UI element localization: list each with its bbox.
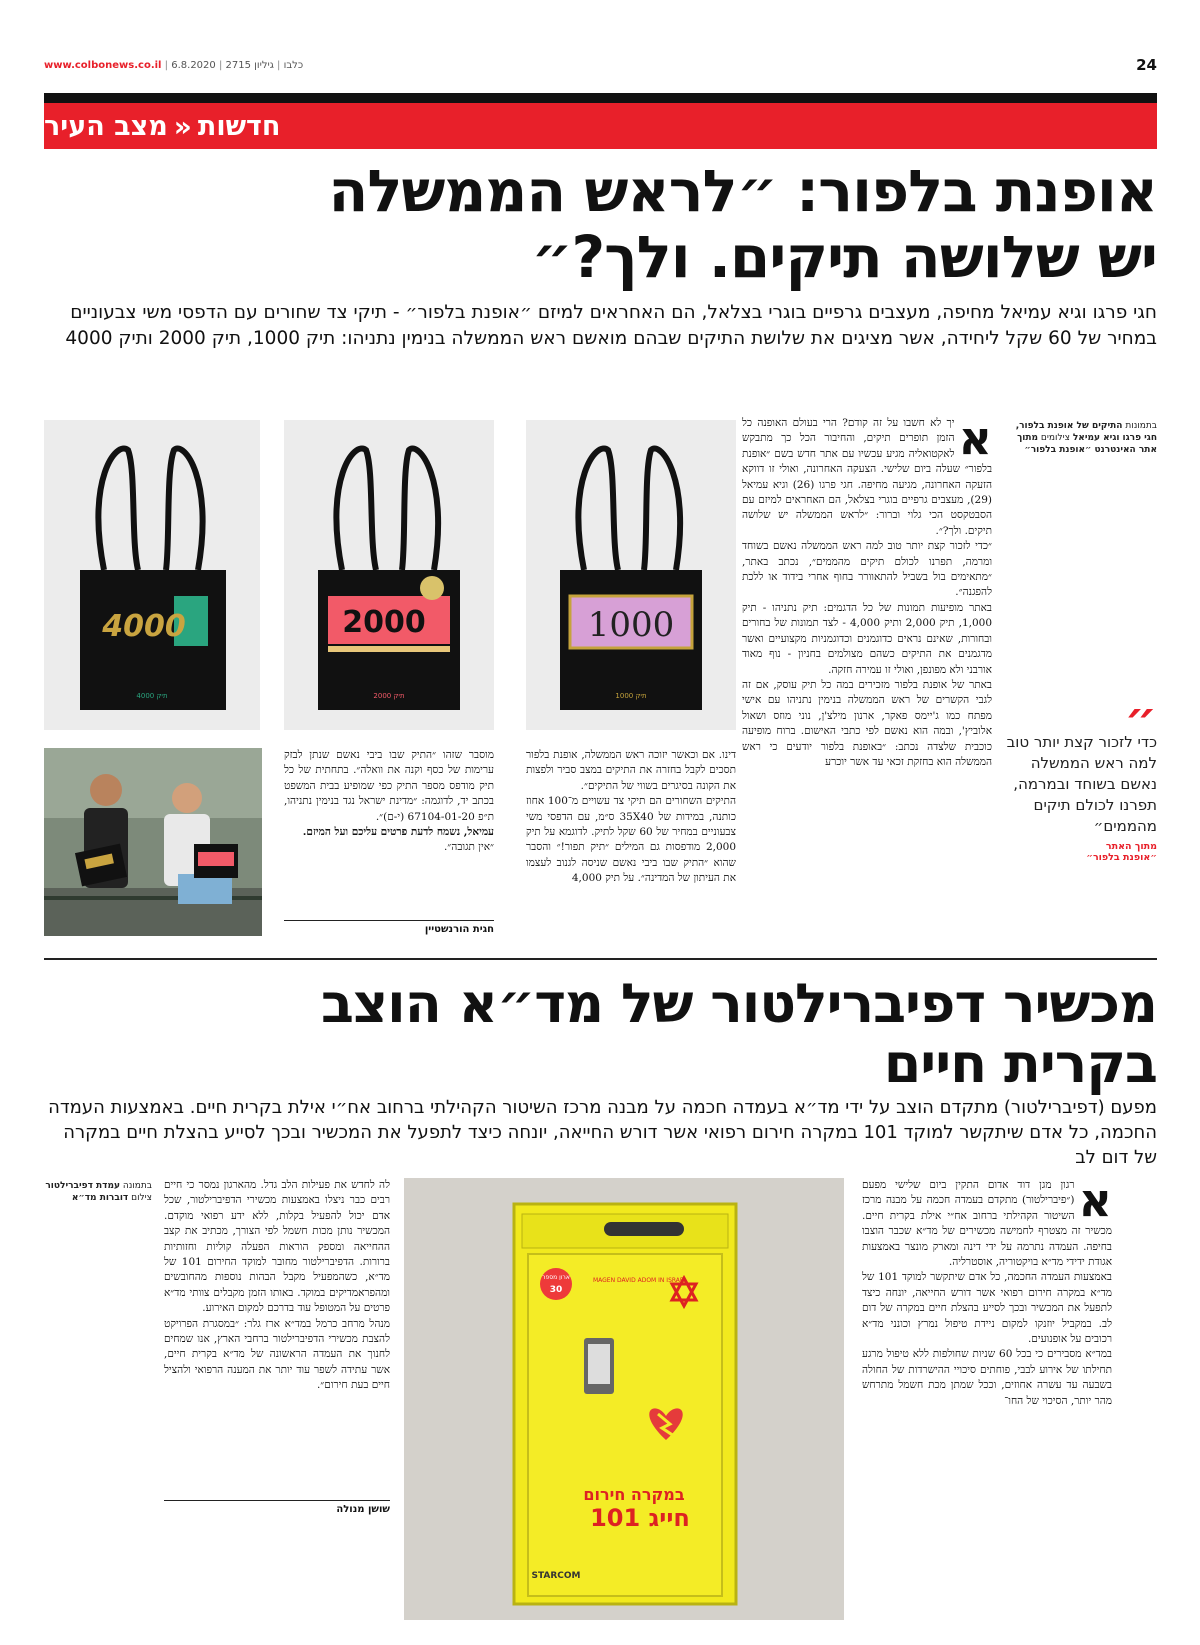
- mda-logo-text: MAGEN DAVID ADOM IN ISRAEL: [592, 1277, 688, 1284]
- article2-col1-para-3: במד״א מסבירים כי בכל 60 שניות שחולפות ללא טיפול מרגע תחילתו של אירוע לבבי, פוחתים סיכויי ההישרדות של החולה בשבעה עד עשרה אחוזים, וככל שמתן מכת חשמל מתרחש מהר יותר, הסיכוי של החו־: [862, 1348, 1112, 1407]
- article2-caption-credit-prefix: צילום: [131, 1193, 152, 1203]
- article1-col1-para-3: באתר מופיעות תמונות של כל הדגמים: תיק נתניהו - תיק 1,000, תיק 2,000 ותיק 4,000 - לצד תמונות של בחורים ובחורות, שאינם נראים כדוגמנים וכדוגמניות מקצועיים ואשר מדגמנים את התיקים כשהם מצולמים בחניון - נוף מאוד אורבני ולא מפונפן, ואולי זו עמירה חזקה.: [742, 601, 992, 676]
- bag-2000-icon: [284, 420, 494, 730]
- article1-headline-line2: יש שלושה תיקים. ולך?״: [531, 223, 1157, 291]
- section-bar-black: [44, 93, 1157, 103]
- caption-prefix: בתמונות: [1125, 421, 1157, 431]
- article2-byline: שושן מנולה: [164, 1500, 390, 1515]
- sign-title: במקרה חירום: [583, 1485, 685, 1504]
- paper-name: כלבו: [283, 60, 304, 71]
- article1-headline-line1: אופנת בלפור: ״לראש הממשלה: [328, 157, 1157, 225]
- article1-byline: חגית הורנשטיין: [284, 920, 494, 935]
- quote-source-line2: ״אופנת בלפור״: [1086, 852, 1157, 863]
- article1-col1-para-4: באתר של אופנת בלפור מזכירים במה כל תיק עוסק, אם זה לגבי הקשרים של ראש הממשלה בנימין נתניהו עם אישי מפתח כמו ג'יימס פאקר, ארנון מילצ'ן, נוני מוזס ושאול אלוביץ', ובמה הוא נאשם לפי כתבי האישום. ברוח מופיעה כוכבית שלצדה נכתב: ״באופנת בלפור יודעים כי ראש הממשלה הוא בחזקת זכאי עד אשר יוכרע: [742, 678, 992, 768]
- article1-drop-cap: א: [958, 416, 992, 465]
- article2-headline: [44, 974, 1157, 1094]
- quote-source-line1: מתוך האתר: [1105, 841, 1157, 852]
- badge-line1: ארון מספר: [542, 1274, 570, 1281]
- article1-col1-para-2: ״כדי לזכור קצת יותר טוב למה ראש הממשלה נאשם בשוחד ומרמה, תפרנו לכולם תיקים מהממים״, נכתב באתר, ״מתאימים בול בשביל להתאוורר בחוף אחרי בידוד או ללכת להפגנה״.: [742, 540, 992, 599]
- article1-col3-after: ״אין תגובה״.: [443, 841, 494, 854]
- bag-1000-label: תיק 1000: [615, 692, 647, 700]
- subsection-title[interactable]: חדשות: [197, 110, 281, 142]
- bag-1000-icon: [526, 420, 736, 730]
- defibrillator-photo: [404, 1178, 844, 1620]
- article2-headline-line2: בקרית חיים: [883, 1032, 1157, 1095]
- article2-caption-credit: דוברות מד״א: [71, 1193, 129, 1203]
- quote-text: כדי לזכור קצת יותר טוב למה ראש הממשלה נאשם בשוחד ובמרמה, תפרנו לכולם תיקים מהממים״: [1006, 733, 1157, 835]
- defibrillator-box-icon: [404, 1178, 844, 1620]
- article2-photo-caption: [44, 1180, 152, 1204]
- article1-deck: חגי פרגו וגיא עמיאל מחיפה, מעצבים גרפיים בוגרי בצלאל, הם האחראים למיזם ״אופנת בלפור״ - תיקי צד שחורים עם הדפסי משי צבעוניים במחיר של 60 שקל ליחידה, אשר מציגים את שלושת התיקים שבהם מואשם ראש הממשלה בנימין נתניהו: תיק 1000, תיק 2000 ותיק 4000: [65, 302, 1157, 349]
- article2-deck: מפעם (דפיברילטור) מתקדם הוצב על ידי מד״א בעמדה חכמה על מבנה מרכז השיטור הקהילתי ברחוב אח״י אילת בקרית חיים. באמצעות העמדה החכמה, כל אדם שיתקשר למוקד 101 במקרה חירום רפואי אשר דורש החייאה, יונחה כיצד לתפעל את המכשיר ובכך לסייע בהצלת חיים במקרה של דום לב: [48, 1097, 1157, 1168]
- bag-1000-number: 1000: [587, 605, 675, 645]
- issue-date: 6.8.2020: [171, 60, 216, 71]
- article1-photo-caption: [1002, 420, 1157, 456]
- page-header: www.colbonews.co.il | כלבו | גיליון 2715 | 6.8.2020: [44, 60, 304, 71]
- article2-headline-line1: מכשיר דפיברילטור של מד״א הוצב: [320, 972, 1157, 1035]
- article1-col2-para-1: דינו. אם וכאשר יזוכה ראש הממשלה, אופנת בלפור תסכים לקבל בחזרה את התיקים במצב סביר ולפצות את הקונה בסיגרים בשווי של התיקים״.: [526, 749, 736, 792]
- article1-col3-bold: עמיאל, נשמח לדעת פרטים עליכם ועל המיזם.: [302, 826, 494, 839]
- badge-line3: 30: [549, 1285, 563, 1295]
- article2-col2-para-1: לה לחדש את פעילות הלב גדל. מהארגון נמסר כי חיים רבים כבר ניצלו באמצעות מכשירי הדפיברילטור, שכל אדם יכול להפעיל בקלות, ללא ידע רפואי מוקדם. המכשיר נותן מכות חשמל לפי הצורך, מכתיב את קצב ההחייאה ומספק הוראות הפעלה קוליות וחזותיות ברורות. הדפיברילטור מחובר למוקד החירום 101 של מד״א, כשהמפעיל מקבל הבהות נוספות מהחובשים ומהפראמדיקים במוקד. באותו הזמן מקבלים צוותי מד״א פרטים על המטופל עוד בדרכם למקום האירוע.: [164, 1179, 390, 1315]
- site-url[interactable]: www.colbonews.co.il: [44, 60, 162, 71]
- bag-4000-number: 4000: [102, 609, 186, 644]
- sign-number: חייג 101: [590, 1504, 690, 1532]
- bag-2000-number: 2000: [342, 605, 426, 640]
- section-bar: [44, 103, 1157, 149]
- caption-subject: התיקים של אופנת בלפור, חגי פרגו וגיא עמיאל: [1015, 421, 1157, 443]
- article2-col1-para-1: רגון מגן דוד אדום התקין ביום שלישי מפעם (״פיברילטור) מתקדם בעמדה חכמה על מבנה מרכז השיטור הקהילתי ברחוב אח״י אילת בקרית חיים. מכשיר זה מצטרף לחמישה מכשירים של מד״א שכבר הוצבו בחיפה. העמדה נתרמה על ידי דינה ומארק מונצר באמצעות אגודת ידידי מד״א בויקטוריה, אוסטרליה.: [862, 1179, 1112, 1269]
- article2-col2-para-2: מנהל מרחב כרמל במד״א ארז גלר: ״במסגרת הפרויקט להצבת מכשירי הדפיברילטור ברחבי הארץ, אנו שמחים לחנוך את העמדה הראשונה של מד״א בקרית חיים, אשר עתידה לשפר עוד יותר את המענה הרפואי ולהציל חיים בעת חירום״.: [164, 1317, 390, 1392]
- article1-col1-para-1: יך לא חשבו על זה קודם? הרי בעולם האופנה כל הזמן תופרים תיקים, והחיבור הכל כך מתבקש לאקטואליה מגיע עכשיו עם אתר חדש בשם ״אופנת בלפור״ שעלה ביום שלישי. הצעקה האחרונה, ואולי זו דווקא הזעקה האחרונה, מגיעה מחיפה. חגי פרגו (26) וגיא עמיאל (29), מעצבים גרפיים בוגרי בצלאל, הם האחראים למיזם עם הסבטקסט הכי גלוי וברור: ״לראש הממשלה יש שלושה תיקים. ולך?״.: [742, 417, 992, 537]
- brand-text: STARCOM: [531, 1571, 581, 1581]
- article2-drop-cap: א: [1078, 1178, 1112, 1227]
- section-arrows-icon: «: [173, 109, 192, 143]
- article2-column-1: [862, 1178, 1112, 1618]
- article2-col1-para-2: באמצעות העמדה החכמה, כל אדם שיתקשר למוקד 101 של מד״א במקרה חירום רפואי אשר דורש החייאה, יונחה כיצד לתפעל את המכשיר ובכך לסייע בהצלת חיים במקרה של דום לב. במקביל יוזנקו למקום ניידת טיפול נמרץ וכונני מד״א רכובים על אופנועים.: [862, 1271, 1112, 1346]
- caption-credit-prefix: צילומים: [1040, 433, 1070, 443]
- bag-photo-4000: [44, 420, 260, 730]
- bag-4000-icon: [44, 420, 260, 730]
- bag-4000-label: תיק 4000: [136, 692, 168, 700]
- models-photo: [44, 748, 262, 936]
- article1-column-2: [526, 748, 736, 934]
- article1-column-1: [742, 416, 992, 936]
- quote-mark-icon: ״: [1124, 691, 1157, 745]
- models-photo-icon: [44, 748, 262, 936]
- article1-col3-para-1: מוסבר שזהו ״התיק שבו ביבי נאשם שנתן לבזק ערימות של כסף וקנה את וואלה״. בתחתית של כל תיק מודפס מספר התיק כפי שמופיע בבית המשפט בכתב יד, לדוגמה: ״מדינת ישראל נגד בנימין נתניהו, ת״פ 67104-01-20 (י-ם)״.: [284, 749, 494, 823]
- article-divider: [44, 958, 1157, 960]
- article1-headline: [44, 158, 1157, 290]
- bag-photo-1000: [526, 420, 736, 730]
- pull-quote: [1002, 691, 1157, 863]
- article2-caption-prefix: בתמונה: [122, 1181, 152, 1191]
- caption-credit: מתוך אתר האינטרנט ״אופנת בלפור״: [1017, 433, 1157, 455]
- article2-column-2: [164, 1178, 390, 1488]
- page-number: 24: [1136, 56, 1157, 74]
- bag-photo-2000: [284, 420, 494, 730]
- section-title[interactable]: מצב העיר: [44, 110, 168, 142]
- article1-col2-para-2: התיקים השחורים הם תיקי צד עשויים מ־100 אחוז כותנה, במידות של 35X40 ס״מ, עם הדפסי משי צבעוניים במחיר של 60 שקל לתיק. לדוגמא על תיק 2,000 מודפסות גם המילים ״תיק תפור!״ והסבר שהוא ״התיק שבו ביבי נאשם שניסה לגנוב לעצמו את העיתון של המדינה״. על תיק 4,000: [526, 795, 736, 885]
- article1-column-3: [284, 748, 494, 918]
- bag-2000-label: תיק 2000: [373, 692, 405, 700]
- issue-number: גיליון 2715: [225, 60, 274, 71]
- article2-caption-subject: עמדת דפיברילטור: [45, 1181, 120, 1191]
